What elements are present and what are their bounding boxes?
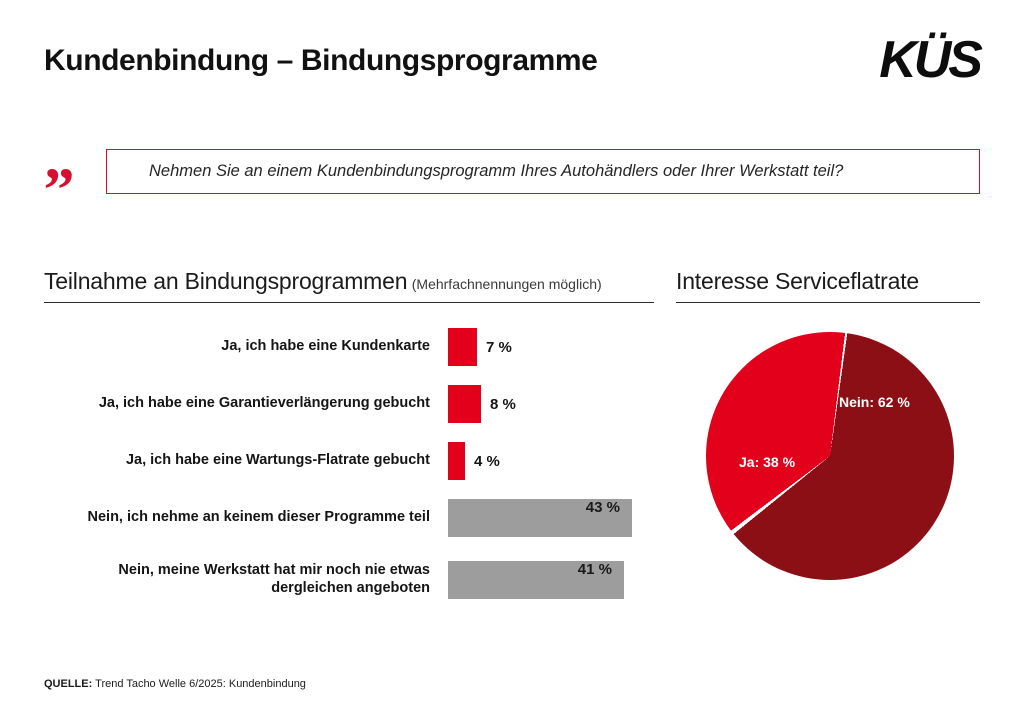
bar-row	[44, 556, 656, 604]
bar-row	[44, 385, 656, 423]
bar-value: 8 %	[490, 395, 516, 413]
question-block	[44, 124, 980, 194]
page-title: Kundenbindung – Bindungsprogramme	[44, 44, 598, 77]
bar-track	[448, 328, 656, 366]
bar-track	[448, 442, 656, 480]
pie-slice-label-ja: Ja: 38 %	[739, 454, 796, 470]
source-label: QUELLE:	[44, 678, 93, 690]
bar-row	[44, 442, 656, 480]
bar-row	[44, 499, 656, 537]
bar-track	[448, 385, 656, 423]
question-box	[106, 149, 980, 194]
bar-track	[448, 499, 656, 537]
question-text: Nehmen Sie an einem Kundenbindungsprogramm Ihres Autohändlers oder Ihrer Werkstatt teil?	[149, 161, 844, 180]
bar-chart-heading	[44, 268, 654, 303]
bar-chart-title: Teilnahme an Bindungsprogrammen	[44, 268, 408, 294]
bar-value: 41 %	[577, 561, 612, 578]
pie-slice-label-nein: Nein: 62 %	[839, 394, 910, 410]
bar-label: Nein, ich nehme an keinem dieser Programme teil	[87, 509, 430, 526]
bar-value: 7 %	[486, 338, 512, 356]
bar-fill	[448, 499, 632, 537]
bar-fill	[448, 328, 477, 366]
quote-icon: „	[44, 124, 75, 192]
bar-fill	[448, 561, 624, 599]
bar-track	[448, 561, 656, 599]
pie-circle	[706, 332, 954, 580]
bar-chart-note: (Mehrfachnennungen möglich)	[411, 276, 602, 292]
bar-label: Ja, ich habe eine Wartungs-Flatrate gebucht	[125, 452, 430, 469]
bar-label: Ja, ich habe eine Kundenkarte	[221, 338, 430, 355]
pie-chart-heading	[676, 268, 980, 303]
bar-value: 4 %	[474, 452, 500, 470]
bar-label: Nein, meine Werkstatt hat mir noch nie etwas dergleichen angeboten	[118, 562, 430, 596]
bar-fill	[448, 442, 465, 480]
source-line	[44, 678, 306, 690]
bar-fill	[448, 385, 481, 423]
bar-chart	[44, 328, 656, 623]
bar-value: 43 %	[585, 499, 620, 516]
bar-row	[44, 328, 656, 366]
source-text: Trend Tacho Welle 6/2025: Kundenbindung	[95, 678, 306, 690]
bar-label: Ja, ich habe eine Garantieverlängerung gebucht	[98, 395, 430, 412]
brand-logo: KÜS	[879, 31, 980, 89]
pie-chart	[706, 332, 954, 580]
pie-chart-title: Interesse Serviceflatrate	[676, 268, 920, 294]
